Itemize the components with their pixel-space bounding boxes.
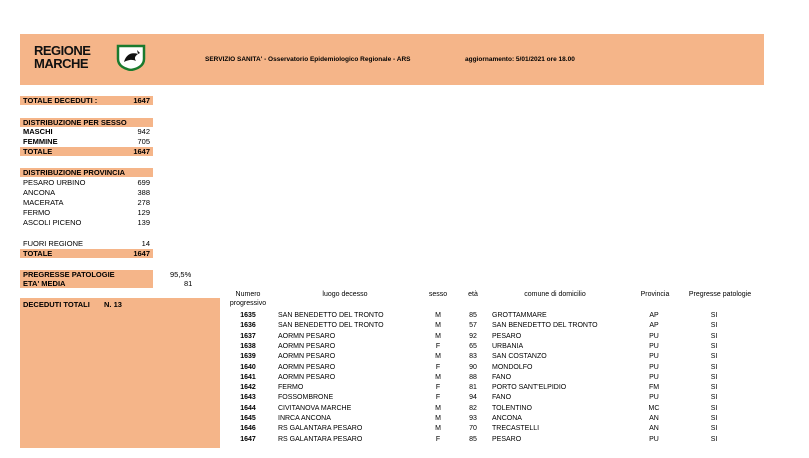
row-patologie: SI <box>710 394 718 402</box>
eta-media-value: 81 <box>184 279 193 288</box>
header-comune: comune di domicilio <box>524 291 586 298</box>
row-numero: 1638 <box>240 342 256 350</box>
row-patologie: SI <box>710 425 718 433</box>
row-luogo: AORMN PESARO <box>278 353 336 361</box>
row-numero: 1644 <box>240 404 256 412</box>
row-eta: 83 <box>469 353 477 361</box>
row-comune: PORTO SANT'ELPIDIO <box>492 384 567 392</box>
totale-deceduti-value: 1647 <box>133 96 150 105</box>
row-numero: 1639 <box>240 353 256 361</box>
row-luogo: AORMN PESARO <box>278 373 336 381</box>
row-numero: 1647 <box>240 435 256 443</box>
row-eta: 94 <box>469 394 477 402</box>
header-luogo: luogo decesso <box>322 291 368 298</box>
service-title: SERVIZIO SANITA' - Osservatorio Epidemiologico Regionale - ARS <box>205 56 411 63</box>
row-patologie: SI <box>710 404 718 412</box>
row-numero: 1637 <box>240 332 256 340</box>
header-sesso: sesso <box>428 291 448 298</box>
row-luogo: SAN BENEDETTO DEL TRONTO <box>278 322 384 330</box>
row-luogo: AORMN PESARO <box>278 363 336 371</box>
row-comune: URBANIA <box>492 342 524 350</box>
header-provincia: Provincia <box>640 291 670 298</box>
row-comune: FANO <box>492 394 512 402</box>
deceduti-totali-label: DECEDUTI TOTALI <box>23 300 90 309</box>
row-comune: TRECASTELLI <box>492 425 540 433</box>
row-patologie: SI <box>710 363 718 371</box>
row-luogo: FERMO <box>278 384 304 392</box>
row-numero: 1636 <box>240 322 256 330</box>
row-sesso: M <box>435 353 441 361</box>
provincia-row-label: FERMO <box>23 208 51 217</box>
row-luogo: RS GALANTARA PESARO <box>278 425 363 433</box>
row-patologie: SI <box>710 373 718 381</box>
row-eta: 57 <box>469 322 477 330</box>
row-provincia: PU <box>649 373 659 381</box>
row-patologie: SI <box>710 435 718 443</box>
provincia-title: DISTRIBUZIONE PROVINCIA <box>23 168 126 177</box>
row-sesso: M <box>435 425 441 433</box>
logo-line1: REGIONE <box>34 43 91 58</box>
fuori-regione-label: FUORI REGIONE <box>23 239 84 248</box>
row-numero: 1643 <box>240 394 256 402</box>
row-comune: SAN COSTANZO <box>492 353 547 361</box>
row-provincia: AP <box>649 322 659 330</box>
header-eta: età <box>468 291 478 298</box>
row-comune: FANO <box>492 373 512 381</box>
row-sesso: M <box>435 322 441 330</box>
row-eta: 85 <box>469 312 477 319</box>
row-provincia: PU <box>649 363 659 371</box>
provincia-row-label: PESARO URBINO <box>23 178 86 187</box>
row-patologie: SI <box>710 415 718 422</box>
row-eta: 70 <box>469 425 477 433</box>
row-sesso: F <box>435 435 441 443</box>
row-sesso: F <box>435 394 441 402</box>
row-provincia: MC <box>648 404 660 412</box>
row-sesso: F <box>435 363 441 371</box>
row-sesso: F <box>435 342 441 350</box>
row-eta: 93 <box>469 415 477 422</box>
row-numero: 1641 <box>240 373 256 381</box>
row-provincia: FM <box>648 384 660 392</box>
header-banner <box>20 34 764 85</box>
sesso-total-value: 1647 <box>133 147 150 156</box>
pregresse-patologie-value: 95,5% <box>170 270 192 279</box>
row-luogo: CIVITANOVA MARCHE <box>278 404 352 412</box>
row-provincia: AN <box>649 415 659 422</box>
row-comune: SAN BENEDETTO DEL TRONTO <box>492 322 598 330</box>
row-numero: 1646 <box>240 425 256 433</box>
row-sesso: M <box>435 415 441 422</box>
row-patologie: SI <box>710 384 718 392</box>
regione-emblem-icon <box>116 44 146 71</box>
fuori-regione-value: 14 <box>141 239 150 248</box>
row-eta: 92 <box>469 332 477 340</box>
header-patologie: Pregresse patologie <box>688 291 752 298</box>
row-provincia: AN <box>649 425 659 433</box>
row-eta: 82 <box>469 404 477 412</box>
sesso-femmine-label: FEMMINE <box>23 137 58 146</box>
row-comune: ANCONA <box>492 415 522 422</box>
row-comune: GROTTAMMARE <box>492 312 547 319</box>
logo-line2: MARCHE <box>34 56 89 71</box>
row-luogo: AORMN PESARO <box>278 332 336 340</box>
row-luogo: INRCA ANCONA <box>278 415 331 422</box>
row-eta: 85 <box>469 435 477 443</box>
row-numero: 1635 <box>240 312 256 319</box>
row-sesso: M <box>435 373 441 381</box>
sesso-maschi-value: 942 <box>137 127 150 136</box>
row-sesso: F <box>435 384 441 392</box>
row-comune: TOLENTINO <box>492 404 532 412</box>
row-provincia: PU <box>649 435 659 443</box>
row-patologie: SI <box>710 322 718 330</box>
totale-deceduti-label: TOTALE DECEDUTI : <box>23 96 98 105</box>
provincia-row-label: ASCOLI PICENO <box>23 218 82 227</box>
row-patologie: SI <box>710 342 718 350</box>
row-patologie: SI <box>710 312 718 319</box>
row-luogo: RS GALANTARA PESARO <box>278 435 363 443</box>
sesso-maschi-label: MASCHI <box>23 127 53 136</box>
row-comune: MONDOLFO <box>492 363 533 371</box>
row-provincia: PU <box>649 394 659 402</box>
row-sesso: M <box>435 312 441 319</box>
row-eta: 88 <box>469 373 477 381</box>
deceduti-totali-box <box>20 298 220 448</box>
row-patologie: SI <box>710 353 718 361</box>
provincia-row-value: 278 <box>137 198 150 207</box>
row-numero: 1640 <box>240 363 256 371</box>
row-provincia: PU <box>649 353 659 361</box>
provincia-row-value: 699 <box>137 178 150 187</box>
row-eta: 65 <box>469 342 477 350</box>
row-sesso: M <box>435 332 441 340</box>
eta-media-label: ETA' MEDIA <box>23 279 66 288</box>
row-patologie: SI <box>710 332 718 340</box>
row-luogo: AORMN PESARO <box>278 342 336 350</box>
provincia-row-value: 129 <box>137 208 150 217</box>
pregresse-patologie-label: PREGRESSE PATOLOGIE <box>23 270 115 279</box>
provincia-row-label: ANCONA <box>23 188 56 197</box>
provincia-total-value: 1647 <box>133 249 150 258</box>
header-numero-line1: Numero <box>235 291 261 298</box>
header-numero-line2: progressivo <box>229 300 267 307</box>
row-provincia: AP <box>649 312 659 319</box>
deceduti-totali-value: N. 13 <box>104 300 122 309</box>
row-sesso: M <box>435 404 441 412</box>
regione-marche-logo <box>34 42 149 74</box>
provincia-row-value: 388 <box>137 188 150 197</box>
row-luogo: SAN BENEDETTO DEL TRONTO <box>278 312 384 319</box>
row-eta: 90 <box>469 363 477 371</box>
row-provincia: PU <box>649 342 659 350</box>
provincia-total-label: TOTALE <box>23 249 53 258</box>
row-numero: 1642 <box>240 384 256 392</box>
row-comune: PESARO <box>492 435 522 443</box>
row-comune: PESARO <box>492 332 522 340</box>
update-date: aggiornamento: 5/01/2021 ore 18.00 <box>465 56 575 63</box>
sesso-femmine-value: 705 <box>137 137 150 146</box>
provincia-row-label: MACERATA <box>23 198 64 207</box>
row-luogo: FOSSOMBRONE <box>278 394 334 402</box>
header-numero <box>226 290 270 308</box>
row-numero: 1645 <box>240 415 256 422</box>
provincia-row-value: 139 <box>137 218 150 227</box>
row-eta: 81 <box>469 384 477 392</box>
row-provincia: PU <box>649 332 659 340</box>
sesso-total-label: TOTALE <box>23 147 53 156</box>
sesso-title: DISTRIBUZIONE PER SESSO <box>23 118 127 127</box>
